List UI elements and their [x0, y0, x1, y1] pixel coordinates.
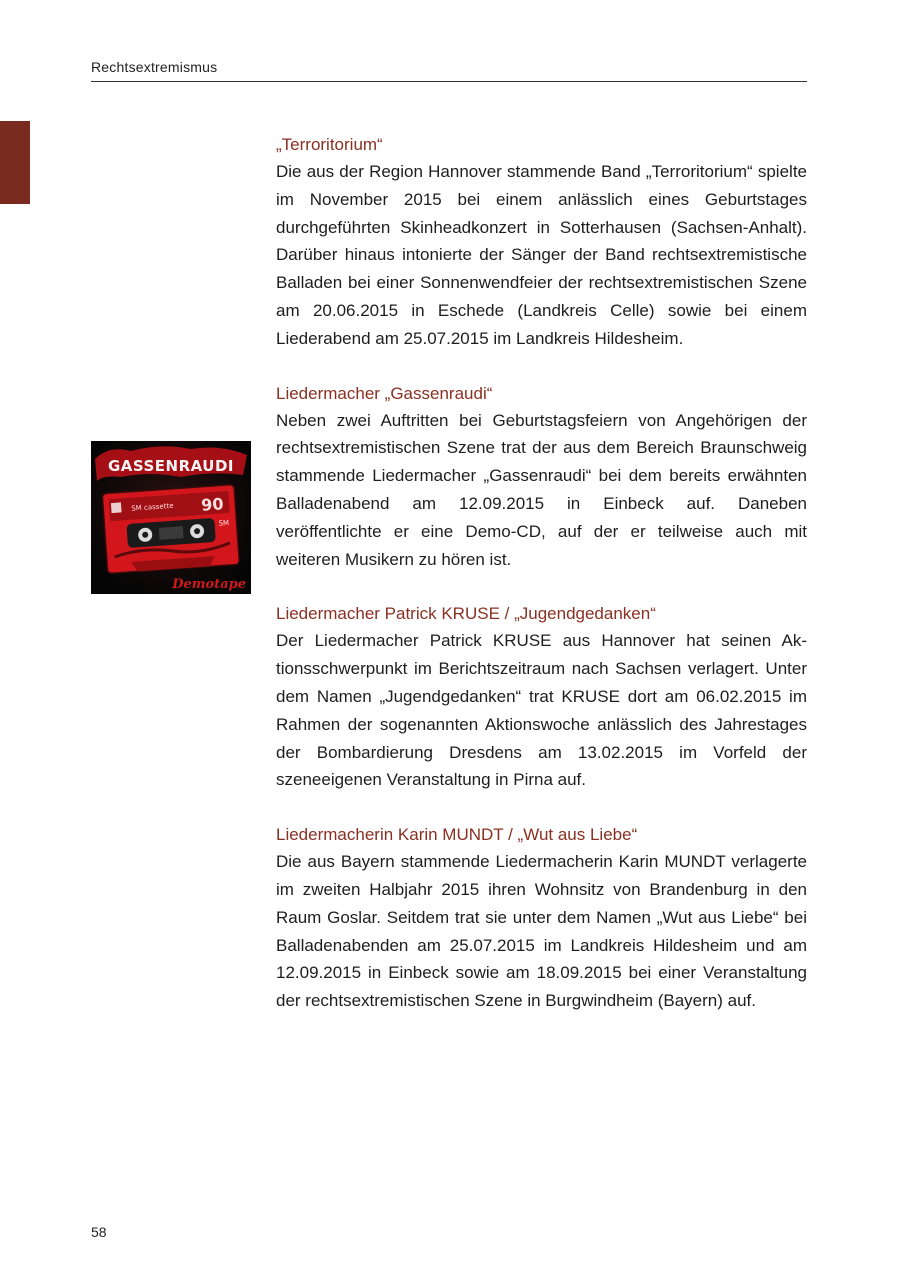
section-body: Die aus Bayern stammende Liedermacherin Karin MUNDT verlagerte im zweiten Halbjahr 2015 ihren Wohnsitz von Brandenburg in den Raum Goslar. Seitdem trat sie unter dem Namen „Wut aus Liebe“ bei Balladenabenden am 25.07.2015 im Landkreis Hildesheim und am 12.09.2015 in Einbeck sowie am 18.09.2015 bei einer Veranstaltung der rechtsextremistischen Szene in Burgwindheim (Bayern) auf. — [276, 852, 807, 1011]
section-heading: Liedermacher Patrick KRUSE / „Jugendgedanken“ — [276, 604, 656, 624]
cover-band-title: GASSENRAUDI — [107, 457, 235, 475]
running-header: Rechtsextremismus — [91, 59, 218, 75]
section-body: Der Liedermacher Patrick KRUSE aus Hannover hat seinen Aktionsschwerpunkt im Berichtszeitraum nach Sachsen verlagert. Unter dem Namen „Jugendgedanken“ trat KRUSE dort am 06.02.2015 im Rahmen der sogenannten Aktionswoche anlässlich des Jahrestages der Bombardierung Dresdens am 13.02.2015 im Vorfeld der szeneeigenen Veranstaltung in Pirna auf. — [276, 631, 807, 790]
cassette-side-label: SM — [218, 518, 230, 528]
section-heading: „Terroritorium“ — [276, 135, 383, 154]
cassette-brand-label: SM cassette — [131, 501, 174, 513]
section-body: Die aus der Region Hannover stammende Band „Terroritorium“ spielte im November 2015 bei einem anlässlich eines Geburtstages durchgeführten Skinheadkonzert in Sotterhausen (Sachsen-Anhalt). Darüber hinaus intonierte der Sänger der Band rechtsextremistische Balladen bei einer Sonnenwendfeier der rechtsextremistischen Szene am 20.06.2015 in Eschede (Landkreis Celle) sowie bei einem Liederabend am 25.07.2015 im Landkreis Hildesheim. — [276, 162, 807, 348]
section-mundt — [276, 821, 807, 1015]
section-terroritorium — [276, 131, 807, 353]
cassette-length-label: 90 — [200, 494, 225, 515]
main-text-column — [276, 131, 807, 1042]
section-heading: Liedermacher „Gassenraudi“ — [276, 383, 493, 403]
section-kruse — [276, 600, 807, 794]
section-heading: Liedermacherin Karin MUNDT / „Wut aus Liebe“ — [276, 825, 638, 845]
section-body: Neben zwei Auftritten bei Geburtstagsfeiern von Angehörigen der rechtsextremistischen Szene trat der aus dem Bereich Braunschweig stammende Liedermacher „Gassenraudi“ bei dem bereits erwähnten Balladenabend am 12.09.2015 in Einbeck auf. Daneben veröffentlichte er eine Demo-CD, auf der er teilweise auch mit weiteren Musikern zu hören ist. — [276, 410, 807, 569]
chapter-tab-marker — [0, 121, 30, 204]
section-gassenraudi — [276, 380, 807, 574]
cover-footer-text: Demotape — [172, 577, 246, 592]
page-number: 58 — [91, 1224, 107, 1240]
header-rule — [91, 81, 807, 82]
demotape-cover-image — [91, 441, 251, 594]
